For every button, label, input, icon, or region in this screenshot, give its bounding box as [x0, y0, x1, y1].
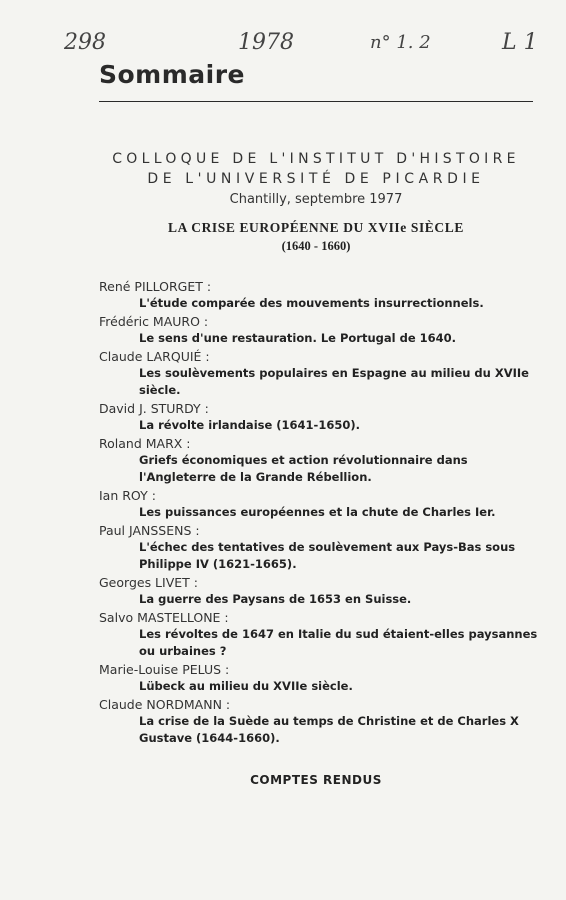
- contents-entry: [99, 487, 539, 521]
- entry-title: Les puissances européennes et la chute de Charles Ier.: [139, 505, 496, 519]
- contents-entry: [99, 661, 539, 695]
- contents-entry: [99, 609, 539, 660]
- contents-entry: [99, 278, 539, 312]
- title-divider: [99, 101, 533, 102]
- handwritten-note: 1978: [238, 30, 294, 55]
- contents-entry: [99, 522, 539, 573]
- entry-author: René PILLORGET :: [99, 279, 212, 294]
- entry-author: David J. STURDY :: [99, 401, 209, 416]
- theme-title: LA CRISE EUROPÉENNE DU XVIIe SIÈCLE: [168, 220, 464, 235]
- colloque-title-line-1: COLLOQUE DE L'INSTITUT D'HISTOIRE: [112, 151, 520, 167]
- contents-entry: [99, 696, 539, 747]
- entry-author: Roland MARX :: [99, 436, 191, 451]
- entry-title: Les révoltes de 1647 en Italie du sud étaient-elles paysannes ou urbaines ?: [139, 627, 538, 658]
- entry-title: Lübeck au milieu du XVIIe siècle.: [139, 679, 353, 693]
- entry-author: Paul JANSSENS :: [99, 523, 200, 538]
- page-title: Sommaire: [99, 60, 246, 89]
- entry-title: L'échec des tentatives de soulèvement aux Pays-Bas sous Philippe IV (1621-1665).: [139, 540, 516, 571]
- entry-author: Claude LARQUIÉ :: [99, 349, 210, 364]
- theme-dates: (1640 - 1660): [281, 239, 351, 253]
- entry-title: La guerre des Paysans de 1653 en Suisse.: [139, 592, 412, 606]
- colloque-place-date: Chantilly, septembre 1977: [229, 192, 403, 207]
- handwritten-note: 298: [64, 30, 106, 55]
- entry-author: Claude NORDMANN :: [99, 697, 231, 712]
- entry-title: Le sens d'une restauration. Le Portugal de 1640.: [139, 331, 456, 345]
- contents-entry: [99, 400, 539, 434]
- contents-entry: [99, 435, 539, 486]
- entry-title: Griefs économiques et action révolutionnaire dans l'Angleterre de la Grande Rébellion.: [139, 453, 468, 484]
- entry-title: L'étude comparée des mouvements insurrectionnels.: [139, 296, 484, 310]
- entry-title: La crise de la Suède au temps de Christine et de Charles X Gustave (1644-1660).: [139, 714, 519, 745]
- entry-author: Salvo MASTELLONE :: [99, 610, 229, 625]
- entry-title: La révolte irlandaise (1641-1650).: [139, 418, 360, 432]
- entry-author: Ian ROY :: [99, 488, 156, 503]
- contents-entry: [99, 313, 539, 347]
- colloque-title-line-2: DE L'UNIVERSITÉ DE PICARDIE: [147, 171, 485, 187]
- contents-entry: [99, 574, 539, 608]
- entry-title: Les soulèvements populaires en Espagne au milieu du XVIIe siècle.: [139, 366, 529, 397]
- entry-author: Georges LIVET :: [99, 575, 198, 590]
- comptes-rendus-heading: COMPTES RENDUS: [250, 773, 382, 787]
- entry-author: Marie-Louise PELUS :: [99, 662, 230, 677]
- entry-author: Frédéric MAURO :: [99, 314, 209, 329]
- contents-entry: [99, 348, 539, 399]
- contents-list: [99, 278, 539, 748]
- handwritten-note: n° 1. 2: [370, 32, 431, 53]
- handwritten-note: L 1: [502, 30, 538, 55]
